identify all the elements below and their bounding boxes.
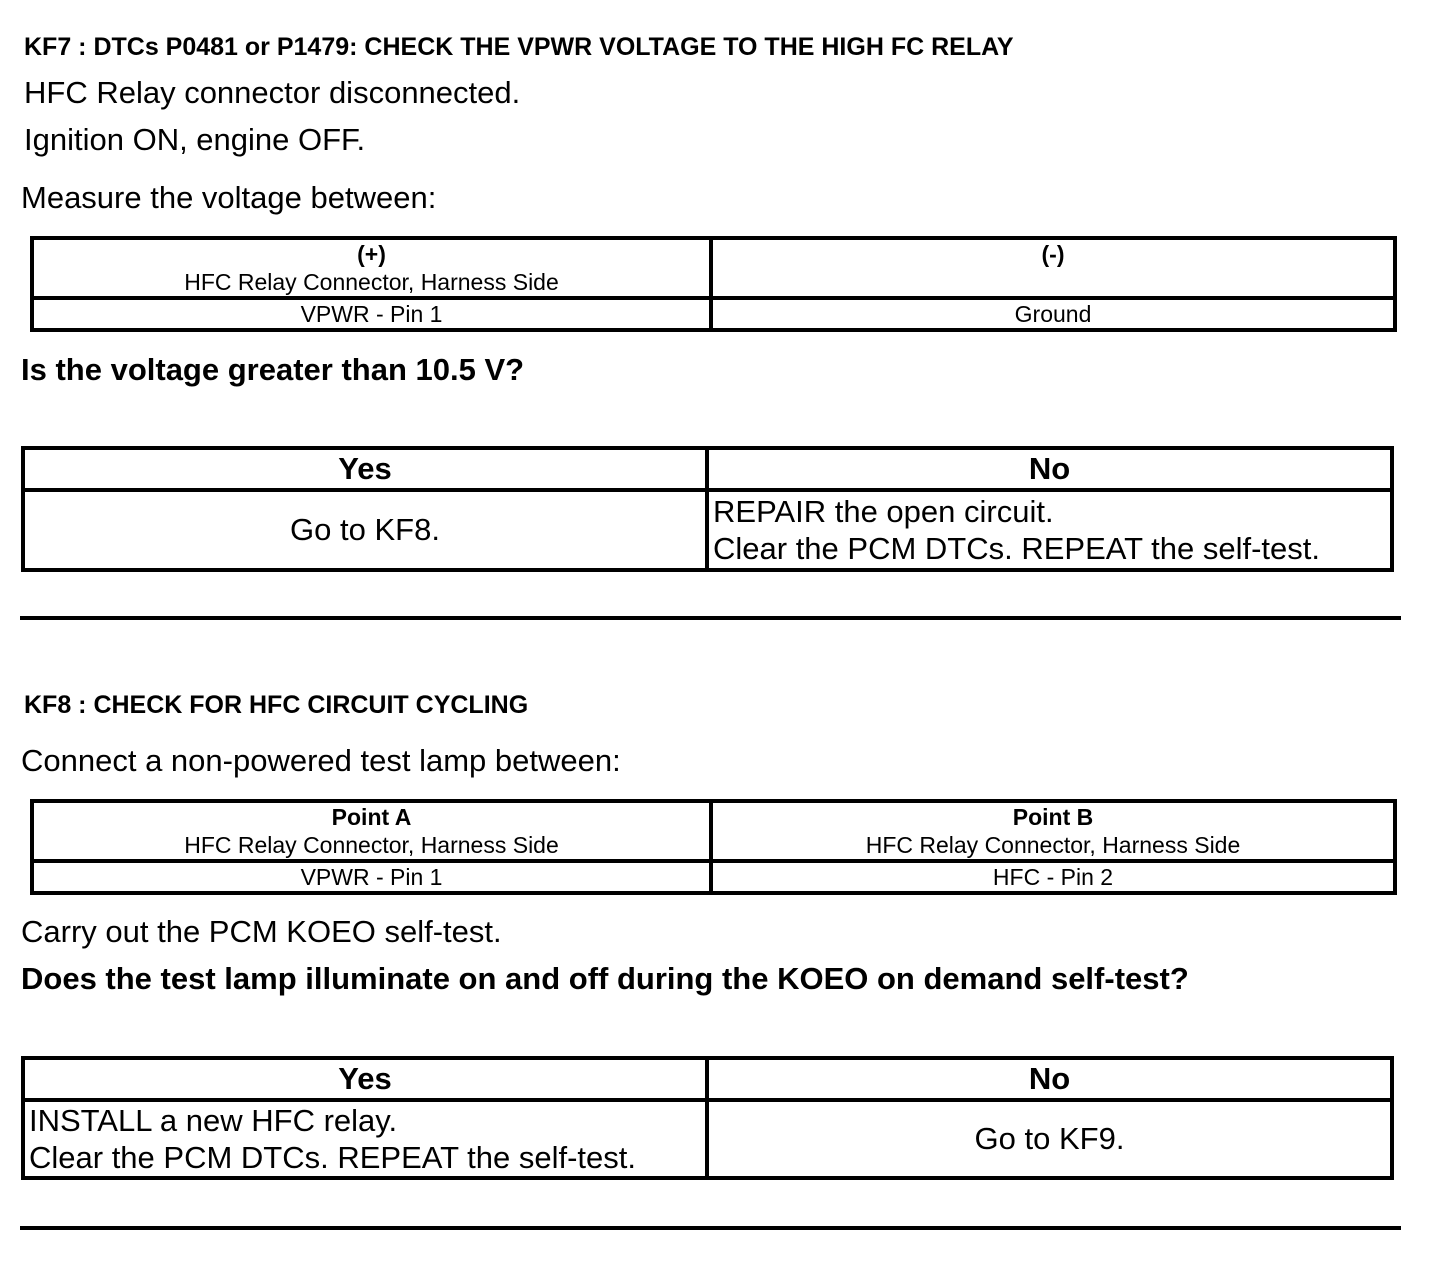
kf8-answer-table xyxy=(21,1056,1394,1180)
kf7-no-action-line2: Clear the PCM DTCs. REPEAT the self-test. xyxy=(713,531,1320,566)
kf7-condition-ignition: Ignition ON, engine OFF. xyxy=(24,122,366,157)
kf8-connect-label: Connect a non-powered test lamp between: xyxy=(21,743,621,778)
kf7-measure-negative-cell xyxy=(711,238,1395,298)
kf8-yes-action-cell xyxy=(23,1100,707,1178)
kf7-question: Is the voltage greater than 10.5 V? xyxy=(21,352,525,387)
kf7-measure-positive-cell xyxy=(32,238,711,298)
kf7-positive-value: VPWR - Pin 1 xyxy=(32,298,711,330)
kf8-point-b-title: Point B xyxy=(1012,804,1094,830)
kf7-measure-label: Measure the voltage between: xyxy=(21,180,437,215)
kf8-point-a-title: Point A xyxy=(331,804,412,830)
kf7-condition-connector: HFC Relay connector disconnected. xyxy=(24,75,521,110)
kf7-no-header: No xyxy=(707,448,1392,490)
kf8-instruction: Carry out the PCM KOEO self-test. xyxy=(21,914,502,949)
kf8-point-a-sub: HFC Relay Connector, Harness Side xyxy=(184,832,559,858)
kf8-point-a-value: VPWR - Pin 1 xyxy=(32,861,711,893)
kf7-no-action-line1: REPAIR the open circuit. xyxy=(713,494,1054,529)
kf7-negative-value: Ground xyxy=(711,298,1395,330)
kf8-question: Does the test lamp illuminate on and off during the KOEO on demand self-test? xyxy=(21,961,1189,996)
kf8-point-b-value: HFC - Pin 2 xyxy=(711,861,1395,893)
kf7-yes-header: Yes xyxy=(23,448,707,490)
kf8-point-b-cell xyxy=(711,801,1395,861)
kf7-positive-sub: HFC Relay Connector, Harness Side xyxy=(184,269,559,295)
section-divider xyxy=(20,616,1401,620)
kf7-measure-table xyxy=(30,236,1397,332)
kf7-no-action-cell xyxy=(707,490,1392,570)
kf8-no-header: No xyxy=(707,1058,1392,1100)
kf8-yes-header: Yes xyxy=(23,1058,707,1100)
kf8-no-action: Go to KF9. xyxy=(707,1100,1392,1178)
kf8-point-a-cell xyxy=(32,801,711,861)
kf8-yes-action-line1: INSTALL a new HFC relay. xyxy=(29,1103,398,1138)
kf8-point-table xyxy=(30,799,1397,895)
kf7-yes-action: Go to KF8. xyxy=(23,490,707,570)
bottom-divider xyxy=(20,1226,1401,1230)
kf7-negative-title: (-) xyxy=(1041,241,1065,267)
kf7-answer-table xyxy=(21,446,1394,572)
kf8-yes-action-line2: Clear the PCM DTCs. REPEAT the self-test. xyxy=(29,1140,636,1175)
kf8-heading: KF8 : CHECK FOR HFC CIRCUIT CYCLING xyxy=(24,691,529,719)
kf7-heading: KF7 : DTCs P0481 or P1479: CHECK THE VPWR VOLTAGE TO THE HIGH FC RELAY xyxy=(24,33,1014,61)
kf7-positive-title: (+) xyxy=(357,241,386,267)
kf8-point-b-sub: HFC Relay Connector, Harness Side xyxy=(865,832,1241,858)
